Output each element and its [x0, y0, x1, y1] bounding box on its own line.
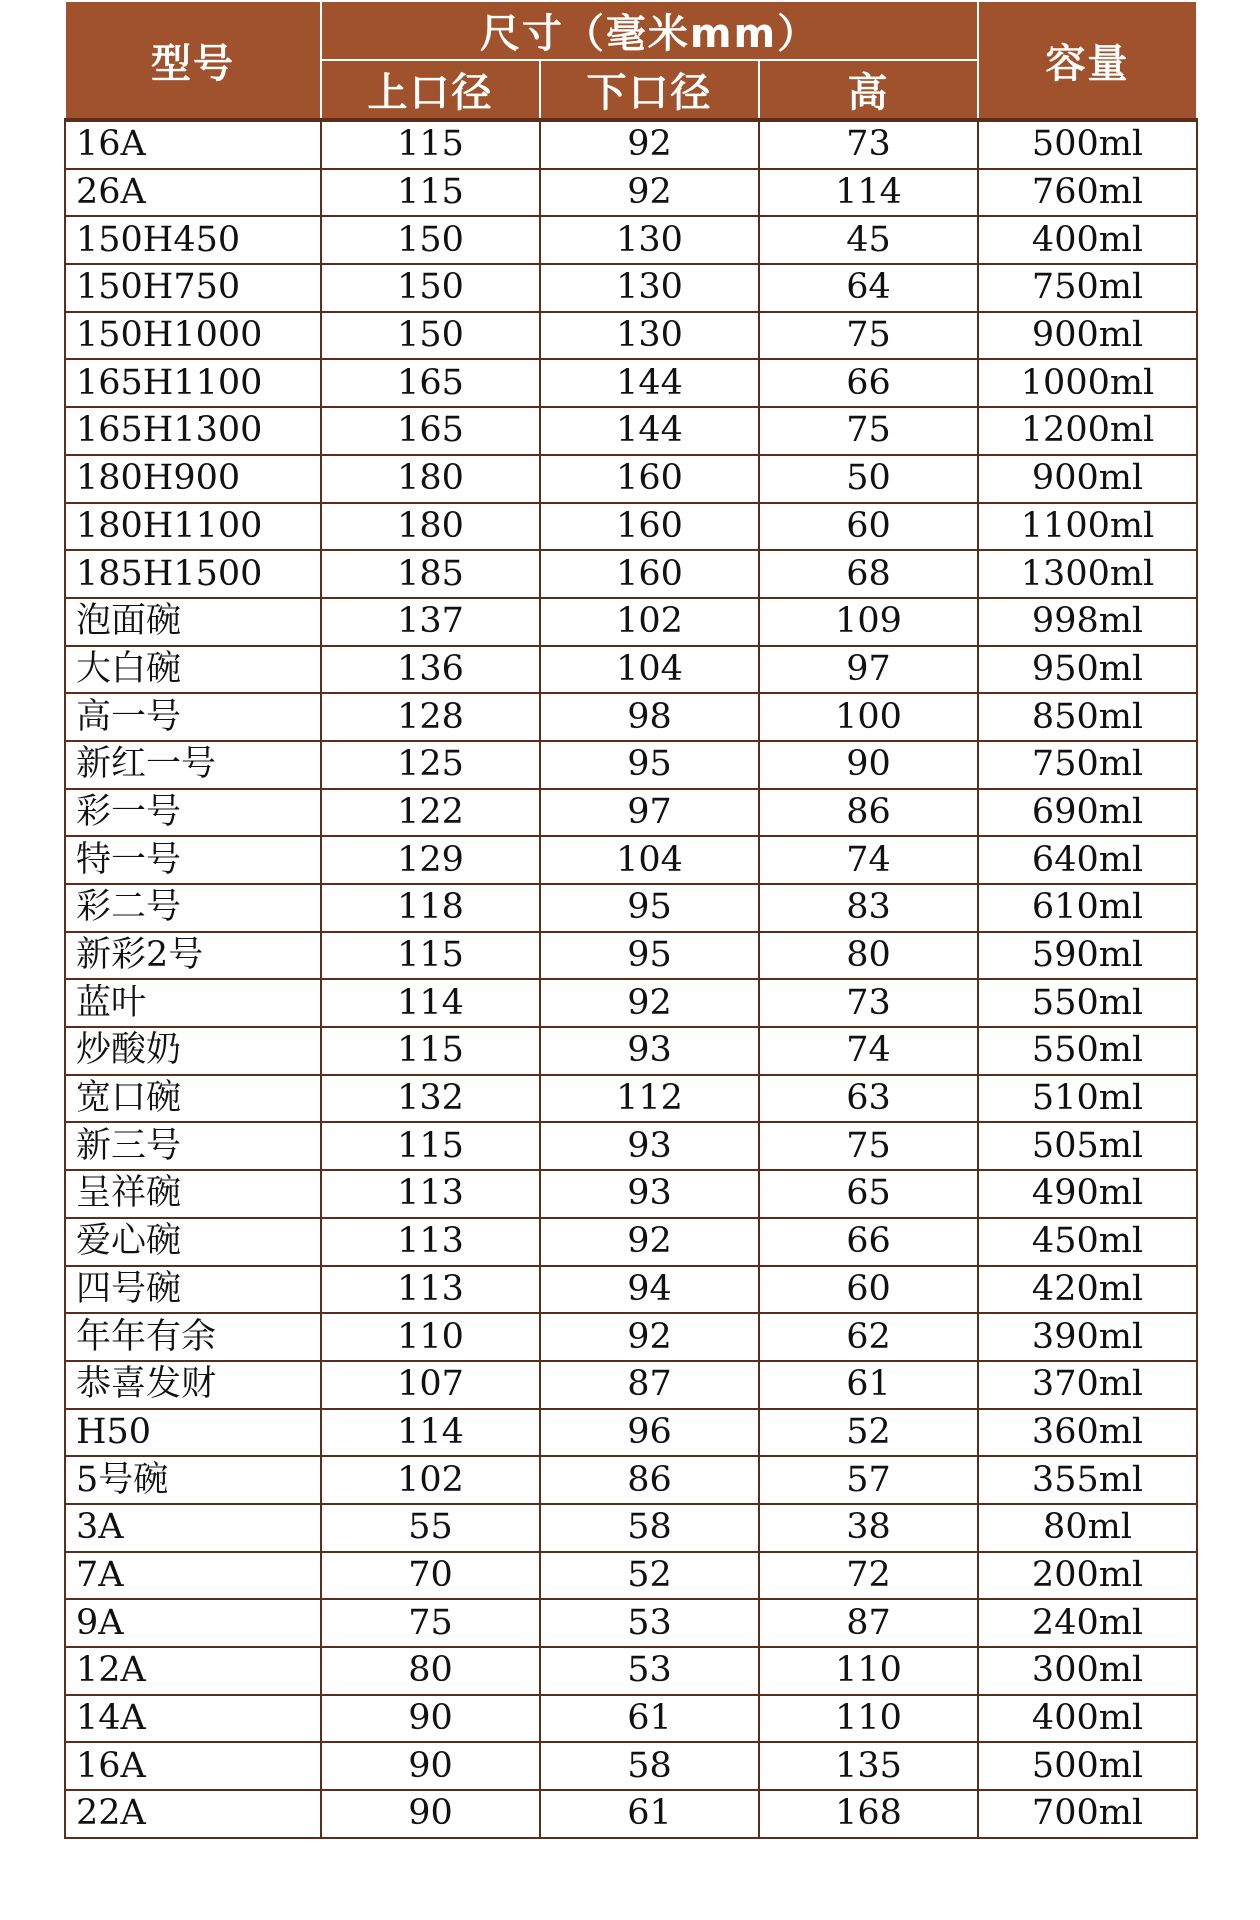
cell-bottom-diameter: 92 [540, 120, 759, 169]
table-row [65, 455, 1197, 503]
table-row [65, 1361, 1197, 1409]
table-row [65, 884, 1197, 932]
cell-top-diameter: 185 [321, 550, 540, 598]
table-row [65, 1742, 1197, 1790]
cell-model: 呈祥碗 [65, 1170, 321, 1218]
cell-bottom-diameter: 94 [540, 1266, 759, 1314]
table-row [65, 693, 1197, 741]
cell-capacity: 850ml [978, 693, 1197, 741]
cell-bottom-diameter: 97 [540, 789, 759, 837]
cell-top-diameter: 128 [321, 693, 540, 741]
cell-model: 180H1100 [65, 503, 321, 551]
cell-bottom-diameter: 93 [540, 1122, 759, 1170]
cell-top-diameter: 165 [321, 407, 540, 455]
cell-bottom-diameter: 92 [540, 169, 759, 217]
cell-height: 66 [759, 1218, 978, 1266]
cell-height: 73 [759, 120, 978, 169]
cell-model: 14A [65, 1695, 321, 1743]
cell-bottom-diameter: 92 [540, 979, 759, 1027]
cell-model: 16A [65, 120, 321, 169]
cell-capacity: 500ml [978, 1742, 1197, 1790]
header-capacity: 容量 [978, 1, 1197, 120]
cell-bottom-diameter: 98 [540, 693, 759, 741]
cell-model: 26A [65, 169, 321, 217]
cell-top-diameter: 113 [321, 1218, 540, 1266]
cell-capacity: 750ml [978, 264, 1197, 312]
cell-capacity: 1300ml [978, 550, 1197, 598]
cell-top-diameter: 113 [321, 1170, 540, 1218]
cell-capacity: 505ml [978, 1122, 1197, 1170]
cell-bottom-diameter: 87 [540, 1361, 759, 1409]
cell-capacity: 998ml [978, 598, 1197, 646]
header-dimensions-group: 尺寸（毫米mm） [321, 1, 978, 60]
cell-model: 150H450 [65, 216, 321, 264]
header-bottom-diameter: 下口径 [540, 60, 759, 120]
cell-height: 86 [759, 789, 978, 837]
cell-bottom-diameter: 130 [540, 312, 759, 360]
cell-bottom-diameter: 160 [540, 455, 759, 503]
cell-model: 22A [65, 1790, 321, 1838]
cell-model: 炒酸奶 [65, 1027, 321, 1075]
cell-capacity: 640ml [978, 836, 1197, 884]
cell-bottom-diameter: 93 [540, 1027, 759, 1075]
cell-height: 110 [759, 1695, 978, 1743]
table-row [65, 1218, 1197, 1266]
cell-top-diameter: 80 [321, 1647, 540, 1695]
cell-height: 83 [759, 884, 978, 932]
cell-height: 68 [759, 550, 978, 598]
cell-capacity: 900ml [978, 455, 1197, 503]
cell-height: 97 [759, 646, 978, 694]
cell-height: 66 [759, 359, 978, 407]
table-row [65, 741, 1197, 789]
cell-capacity: 240ml [978, 1599, 1197, 1647]
cell-top-diameter: 150 [321, 312, 540, 360]
cell-model: 新红一号 [65, 741, 321, 789]
header-model: 型号 [65, 1, 321, 120]
cell-bottom-diameter: 61 [540, 1695, 759, 1743]
table-row [65, 120, 1197, 169]
cell-model: 恭喜发财 [65, 1361, 321, 1409]
table-row [65, 932, 1197, 980]
cell-bottom-diameter: 144 [540, 359, 759, 407]
cell-model: 年年有余 [65, 1313, 321, 1361]
cell-bottom-diameter: 160 [540, 503, 759, 551]
cell-top-diameter: 122 [321, 789, 540, 837]
table-header [65, 1, 1197, 120]
table-row [65, 836, 1197, 884]
cell-model: 蓝叶 [65, 979, 321, 1027]
cell-capacity: 590ml [978, 932, 1197, 980]
cell-height: 90 [759, 741, 978, 789]
cell-capacity: 750ml [978, 741, 1197, 789]
cell-top-diameter: 115 [321, 169, 540, 217]
cell-height: 57 [759, 1456, 978, 1504]
cell-model: 宽口碗 [65, 1075, 321, 1123]
cell-capacity: 1100ml [978, 503, 1197, 551]
cell-top-diameter: 125 [321, 741, 540, 789]
cell-model: 180H900 [65, 455, 321, 503]
cell-capacity: 400ml [978, 1695, 1197, 1743]
cell-top-diameter: 90 [321, 1742, 540, 1790]
cell-top-diameter: 115 [321, 1027, 540, 1075]
cell-top-diameter: 115 [321, 1122, 540, 1170]
cell-top-diameter: 180 [321, 455, 540, 503]
table-row [65, 1266, 1197, 1314]
cell-model: 特一号 [65, 836, 321, 884]
cell-model: 高一号 [65, 693, 321, 741]
cell-capacity: 360ml [978, 1409, 1197, 1457]
cell-capacity: 450ml [978, 1218, 1197, 1266]
table-row [65, 979, 1197, 1027]
table-row [65, 1409, 1197, 1457]
table-body [65, 120, 1197, 1838]
cell-model: H50 [65, 1409, 321, 1457]
cell-bottom-diameter: 61 [540, 1790, 759, 1838]
cell-top-diameter: 113 [321, 1266, 540, 1314]
cell-bottom-diameter: 104 [540, 646, 759, 694]
cell-capacity: 420ml [978, 1266, 1197, 1314]
cell-top-diameter: 107 [321, 1361, 540, 1409]
cell-height: 110 [759, 1647, 978, 1695]
cell-model: 新三号 [65, 1122, 321, 1170]
table-row [65, 646, 1197, 694]
cell-capacity: 1000ml [978, 359, 1197, 407]
cell-capacity: 610ml [978, 884, 1197, 932]
table-row [65, 1456, 1197, 1504]
cell-height: 114 [759, 169, 978, 217]
cell-capacity: 370ml [978, 1361, 1197, 1409]
header-top-diameter: 上口径 [321, 60, 540, 120]
cell-height: 50 [759, 455, 978, 503]
cell-capacity: 80ml [978, 1504, 1197, 1552]
cell-top-diameter: 129 [321, 836, 540, 884]
cell-top-diameter: 115 [321, 120, 540, 169]
cell-bottom-diameter: 144 [540, 407, 759, 455]
cell-model: 彩二号 [65, 884, 321, 932]
table-row [65, 1170, 1197, 1218]
cell-top-diameter: 115 [321, 932, 540, 980]
cell-top-diameter: 136 [321, 646, 540, 694]
cell-height: 100 [759, 693, 978, 741]
cell-bottom-diameter: 53 [540, 1647, 759, 1695]
cell-top-diameter: 110 [321, 1313, 540, 1361]
cell-model: 12A [65, 1647, 321, 1695]
cell-bottom-diameter: 58 [540, 1504, 759, 1552]
cell-bottom-diameter: 112 [540, 1075, 759, 1123]
cell-top-diameter: 102 [321, 1456, 540, 1504]
cell-height: 64 [759, 264, 978, 312]
cell-height: 168 [759, 1790, 978, 1838]
cell-top-diameter: 114 [321, 979, 540, 1027]
cell-model: 爱心碗 [65, 1218, 321, 1266]
cell-height: 61 [759, 1361, 978, 1409]
cell-capacity: 1200ml [978, 407, 1197, 455]
cell-model: 彩一号 [65, 789, 321, 837]
cell-height: 80 [759, 932, 978, 980]
cell-model: 9A [65, 1599, 321, 1647]
header-height: 高 [759, 60, 978, 120]
cell-bottom-diameter: 92 [540, 1218, 759, 1266]
cell-height: 75 [759, 312, 978, 360]
cell-model: 泡面碗 [65, 598, 321, 646]
table-row [65, 1122, 1197, 1170]
cell-capacity: 355ml [978, 1456, 1197, 1504]
cell-model: 5号碗 [65, 1456, 321, 1504]
cell-capacity: 760ml [978, 169, 1197, 217]
cell-capacity: 510ml [978, 1075, 1197, 1123]
cell-height: 109 [759, 598, 978, 646]
table-row [65, 264, 1197, 312]
cell-capacity: 400ml [978, 216, 1197, 264]
cell-bottom-diameter: 95 [540, 741, 759, 789]
cell-bottom-diameter: 95 [540, 932, 759, 980]
cell-bottom-diameter: 130 [540, 216, 759, 264]
table-row [65, 1027, 1197, 1075]
cell-height: 74 [759, 836, 978, 884]
table-row [65, 1313, 1197, 1361]
cell-height: 72 [759, 1552, 978, 1600]
cell-height: 38 [759, 1504, 978, 1552]
table-row [65, 789, 1197, 837]
cell-model: 7A [65, 1552, 321, 1600]
cell-bottom-diameter: 53 [540, 1599, 759, 1647]
cell-capacity: 500ml [978, 120, 1197, 169]
cell-height: 74 [759, 1027, 978, 1075]
cell-height: 135 [759, 1742, 978, 1790]
cell-bottom-diameter: 96 [540, 1409, 759, 1457]
cell-top-diameter: 114 [321, 1409, 540, 1457]
cell-top-diameter: 118 [321, 884, 540, 932]
cell-bottom-diameter: 86 [540, 1456, 759, 1504]
cell-height: 63 [759, 1075, 978, 1123]
cell-top-diameter: 55 [321, 1504, 540, 1552]
cell-height: 73 [759, 979, 978, 1027]
cell-top-diameter: 90 [321, 1695, 540, 1743]
cell-bottom-diameter: 130 [540, 264, 759, 312]
cell-capacity: 950ml [978, 646, 1197, 694]
cell-capacity: 690ml [978, 789, 1197, 837]
table-row [65, 598, 1197, 646]
bowl-spec-table-container [64, 0, 1196, 1898]
cell-model: 150H750 [65, 264, 321, 312]
cell-height: 75 [759, 1122, 978, 1170]
cell-top-diameter: 180 [321, 503, 540, 551]
cell-height: 60 [759, 503, 978, 551]
cell-height: 75 [759, 407, 978, 455]
cell-model: 185H1500 [65, 550, 321, 598]
cell-bottom-diameter: 92 [540, 1313, 759, 1361]
cell-bottom-diameter: 93 [540, 1170, 759, 1218]
table-row [65, 169, 1197, 217]
cell-model: 150H1000 [65, 312, 321, 360]
table-row [65, 407, 1197, 455]
cell-model: 大白碗 [65, 646, 321, 694]
cell-capacity: 550ml [978, 979, 1197, 1027]
table-row [65, 1552, 1197, 1600]
cell-top-diameter: 150 [321, 216, 540, 264]
cell-top-diameter: 150 [321, 264, 540, 312]
cell-height: 87 [759, 1599, 978, 1647]
cell-top-diameter: 75 [321, 1599, 540, 1647]
cell-capacity: 550ml [978, 1027, 1197, 1075]
table-row [65, 1504, 1197, 1552]
cell-top-diameter: 137 [321, 598, 540, 646]
cell-bottom-diameter: 58 [540, 1742, 759, 1790]
cell-top-diameter: 165 [321, 359, 540, 407]
table-row [65, 216, 1197, 264]
cell-model: 新彩2号 [65, 932, 321, 980]
cell-top-diameter: 70 [321, 1552, 540, 1600]
cell-bottom-diameter: 95 [540, 884, 759, 932]
table-row [65, 1599, 1197, 1647]
cell-model: 四号碗 [65, 1266, 321, 1314]
cell-bottom-diameter: 160 [540, 550, 759, 598]
cell-capacity: 200ml [978, 1552, 1197, 1600]
table-row [65, 550, 1197, 598]
cell-height: 52 [759, 1409, 978, 1457]
table-row [65, 503, 1197, 551]
cell-model: 16A [65, 1742, 321, 1790]
table-row [65, 359, 1197, 407]
cell-height: 45 [759, 216, 978, 264]
bowl-spec-table [64, 0, 1198, 1839]
cell-capacity: 300ml [978, 1647, 1197, 1695]
cell-model: 165H1300 [65, 407, 321, 455]
table-row [65, 1695, 1197, 1743]
cell-top-diameter: 132 [321, 1075, 540, 1123]
table-row [65, 1075, 1197, 1123]
cell-top-diameter: 90 [321, 1790, 540, 1838]
cell-model: 3A [65, 1504, 321, 1552]
cell-capacity: 700ml [978, 1790, 1197, 1838]
cell-model: 165H1100 [65, 359, 321, 407]
cell-bottom-diameter: 52 [540, 1552, 759, 1600]
table-row [65, 1790, 1197, 1838]
cell-capacity: 390ml [978, 1313, 1197, 1361]
cell-bottom-diameter: 102 [540, 598, 759, 646]
cell-bottom-diameter: 104 [540, 836, 759, 884]
cell-capacity: 490ml [978, 1170, 1197, 1218]
cell-capacity: 900ml [978, 312, 1197, 360]
cell-height: 65 [759, 1170, 978, 1218]
table-row [65, 1647, 1197, 1695]
table-row [65, 312, 1197, 360]
cell-height: 62 [759, 1313, 978, 1361]
cell-height: 60 [759, 1266, 978, 1314]
